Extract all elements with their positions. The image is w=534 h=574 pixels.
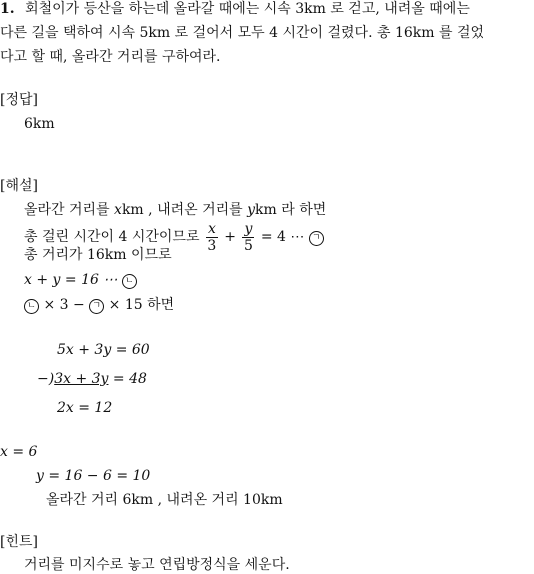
solution-text: × 15 하면 <box>108 297 175 313</box>
subtract-sign: −) <box>37 371 55 387</box>
solution-line-1 <box>24 201 326 219</box>
solution-text: 올라간 거리를 <box>24 202 115 218</box>
var-y: y <box>247 202 256 218</box>
fraction-numerator: y <box>244 220 253 237</box>
var-x: x <box>114 202 122 218</box>
circled-label-1: ㄱ <box>309 231 324 246</box>
elim-equation-2 <box>37 370 147 388</box>
equation-body: 3x + 3y <box>54 371 109 387</box>
hint-text: 거리를 미지수로 놓고 연립방정식을 세운다. <box>24 557 290 573</box>
equation-rest: = 48 <box>108 371 147 387</box>
problem-line-2: 다른 길을 택하여 시속 5km 로 걸어서 모두 4 시간이 걸렸다. 총 16km 를 걸었 <box>0 25 484 41</box>
solution-heading: [해설] <box>0 178 38 194</box>
y-result: y = 16 − 6 = 10 <box>36 468 151 484</box>
fraction-y-over-5 <box>242 221 254 254</box>
equation-sum: x + y = 16 ⋯ <box>24 272 118 288</box>
problem-line-3: 다고 할 때, 올라간 거리를 구하여라. <box>0 49 221 65</box>
solution-text: 총 걸린 시간이 4 시간이므로 <box>24 229 200 245</box>
solution-line-3: 총 거리가 16km 이므로 <box>24 247 172 263</box>
solution-line-5 <box>24 296 174 314</box>
answer-heading: [정답] <box>0 92 38 108</box>
hint-heading: [힌트] <box>0 534 38 550</box>
fraction-denominator: 3 <box>207 237 217 254</box>
solution-text: km 라 하면 <box>255 202 327 218</box>
problem-text-1: 회철이가 등산을 하는데 올라갈 때에는 시속 3km 로 걷고, 내려올 때에는 <box>25 1 470 17</box>
problem-number: 1. <box>0 1 15 17</box>
plus-sign: + <box>224 229 237 245</box>
problem-line-1 <box>0 0 470 18</box>
fraction-denominator: 5 <box>243 237 253 254</box>
elim-result: 2x = 12 <box>57 400 113 416</box>
answer-value: 6km <box>24 116 55 132</box>
circled-label-2: ㄴ <box>24 299 39 314</box>
solution-text: × 3 − <box>43 297 85 313</box>
x-result: x = 6 <box>0 444 38 460</box>
circled-label-1: ㄱ <box>89 299 104 314</box>
final-answer: 올라간 거리 6km , 내려온 거리 10km <box>46 492 283 508</box>
fraction-numerator: x <box>207 220 216 237</box>
fraction-x-over-3 <box>206 221 218 254</box>
solution-text: km , 내려온 거리를 <box>121 202 248 218</box>
elim-equation-1: 5x + 3y = 60 <box>57 342 150 358</box>
circled-label-2: ㄴ <box>122 274 137 289</box>
equation-rhs: = 4 ⋯ <box>260 229 305 245</box>
solution-line-4 <box>24 271 137 289</box>
